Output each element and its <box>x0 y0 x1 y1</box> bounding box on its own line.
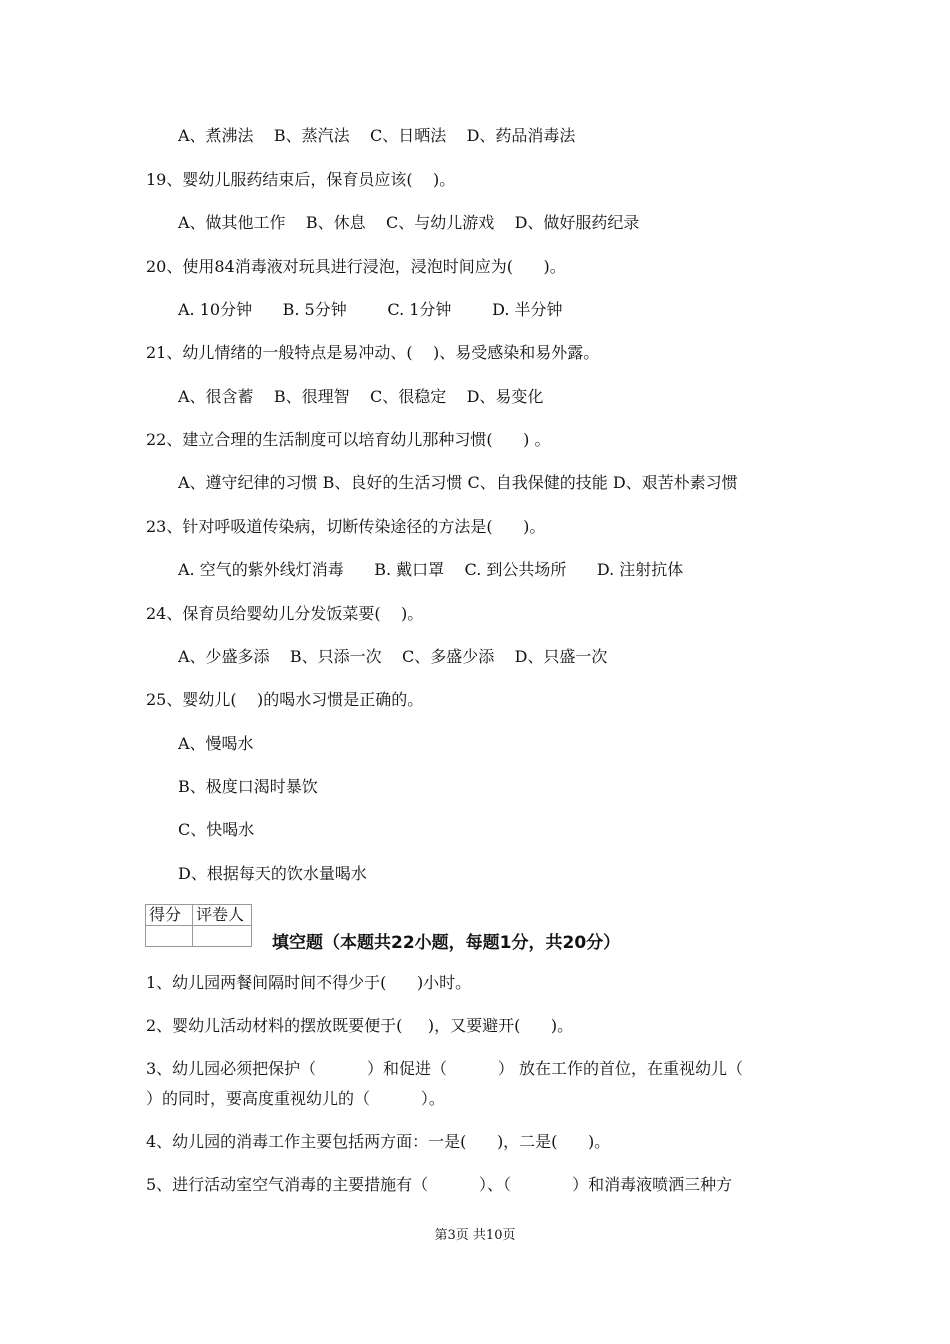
q18-options: A、煮沸法 B、蒸汽法 C、日晒法 D、药品消毒法 <box>178 126 576 145</box>
reviewer-label: 评卷人 <box>193 905 252 926</box>
question-23: 23、针对呼吸道传染病，切断传染途径的方法是( )。 <box>146 517 546 536</box>
q25-option-c: C、快喝水 <box>178 820 255 839</box>
question-22: 22、建立合理的生活制度可以培育幼儿那种习惯( ) 。 <box>146 430 551 449</box>
q22-options: A、遵守纪律的习惯 B、良好的生活习惯 C、自我保健的技能 D、艰苦朴素习惯 <box>178 473 738 492</box>
q23-options: A. 空气的紫外线灯消毒 B. 戴口罩 C. 到公共场所 D. 注射抗体 <box>178 560 684 579</box>
q25-option-a: A、慢喝水 <box>178 734 254 753</box>
question-24: 24、保育员给婴幼儿分发饭菜要( )。 <box>146 604 424 623</box>
question-21: 21、幼儿情绪的一般特点是易冲动、( )、易受感染和易外露。 <box>146 343 600 362</box>
q25-option-b: B、极度口渴时暴饮 <box>178 777 318 796</box>
q24-options: A、少盛多添 B、只添一次 C、多盛少添 D、只盛一次 <box>178 647 608 666</box>
fill-question-2: 2、婴幼儿活动材料的摆放既要便于( )，又要避开( )。 <box>146 1016 574 1035</box>
q25-option-d: D、根据每天的饮水量喝水 <box>178 864 367 883</box>
question-19: 19、婴幼儿服药结束后，保育员应该( )。 <box>146 170 456 189</box>
score-table <box>145 904 252 947</box>
fill-question-1: 1、幼儿园两餐间隔时间不得少于( )小时。 <box>146 973 472 992</box>
fill-question-3: 3、幼儿园必须把保护（ ）和促进（ ） 放在工作的首位，在重视幼儿（ <box>146 1059 743 1078</box>
question-20: 20、使用84消毒液对玩具进行浸泡，浸泡时间应为( )。 <box>146 257 566 276</box>
q19-options: A、做其他工作 B、休息 C、与幼儿游戏 D、做好服药纪录 <box>178 213 640 232</box>
question-25: 25、婴幼儿( )的喝水习惯是正确的。 <box>146 690 424 709</box>
reviewer-cell[interactable] <box>193 926 252 947</box>
q20-options: A. 10分钟 B. 5分钟 C. 1分钟 D. 半分钟 <box>178 300 563 319</box>
score-cell[interactable] <box>146 926 193 947</box>
page-footer: 第3页 共10页 <box>434 1228 516 1243</box>
fill-question-3-cont: ）的同时，要高度重视幼儿的（ ）。 <box>146 1089 445 1108</box>
q21-options: A、很含蓄 B、很理智 C、很稳定 D、易变化 <box>178 387 544 406</box>
fill-question-5: 5、进行活动室空气消毒的主要措施有（ ）、（ ）和消毒液喷洒三种方 <box>146 1175 733 1194</box>
score-label: 得分 <box>146 905 193 926</box>
fill-question-4: 4、幼儿园的消毒工作主要包括两方面：一是( )，二是( )。 <box>146 1132 611 1151</box>
section-title: 填空题（本题共22小题，每题1分，共20分） <box>272 933 621 953</box>
